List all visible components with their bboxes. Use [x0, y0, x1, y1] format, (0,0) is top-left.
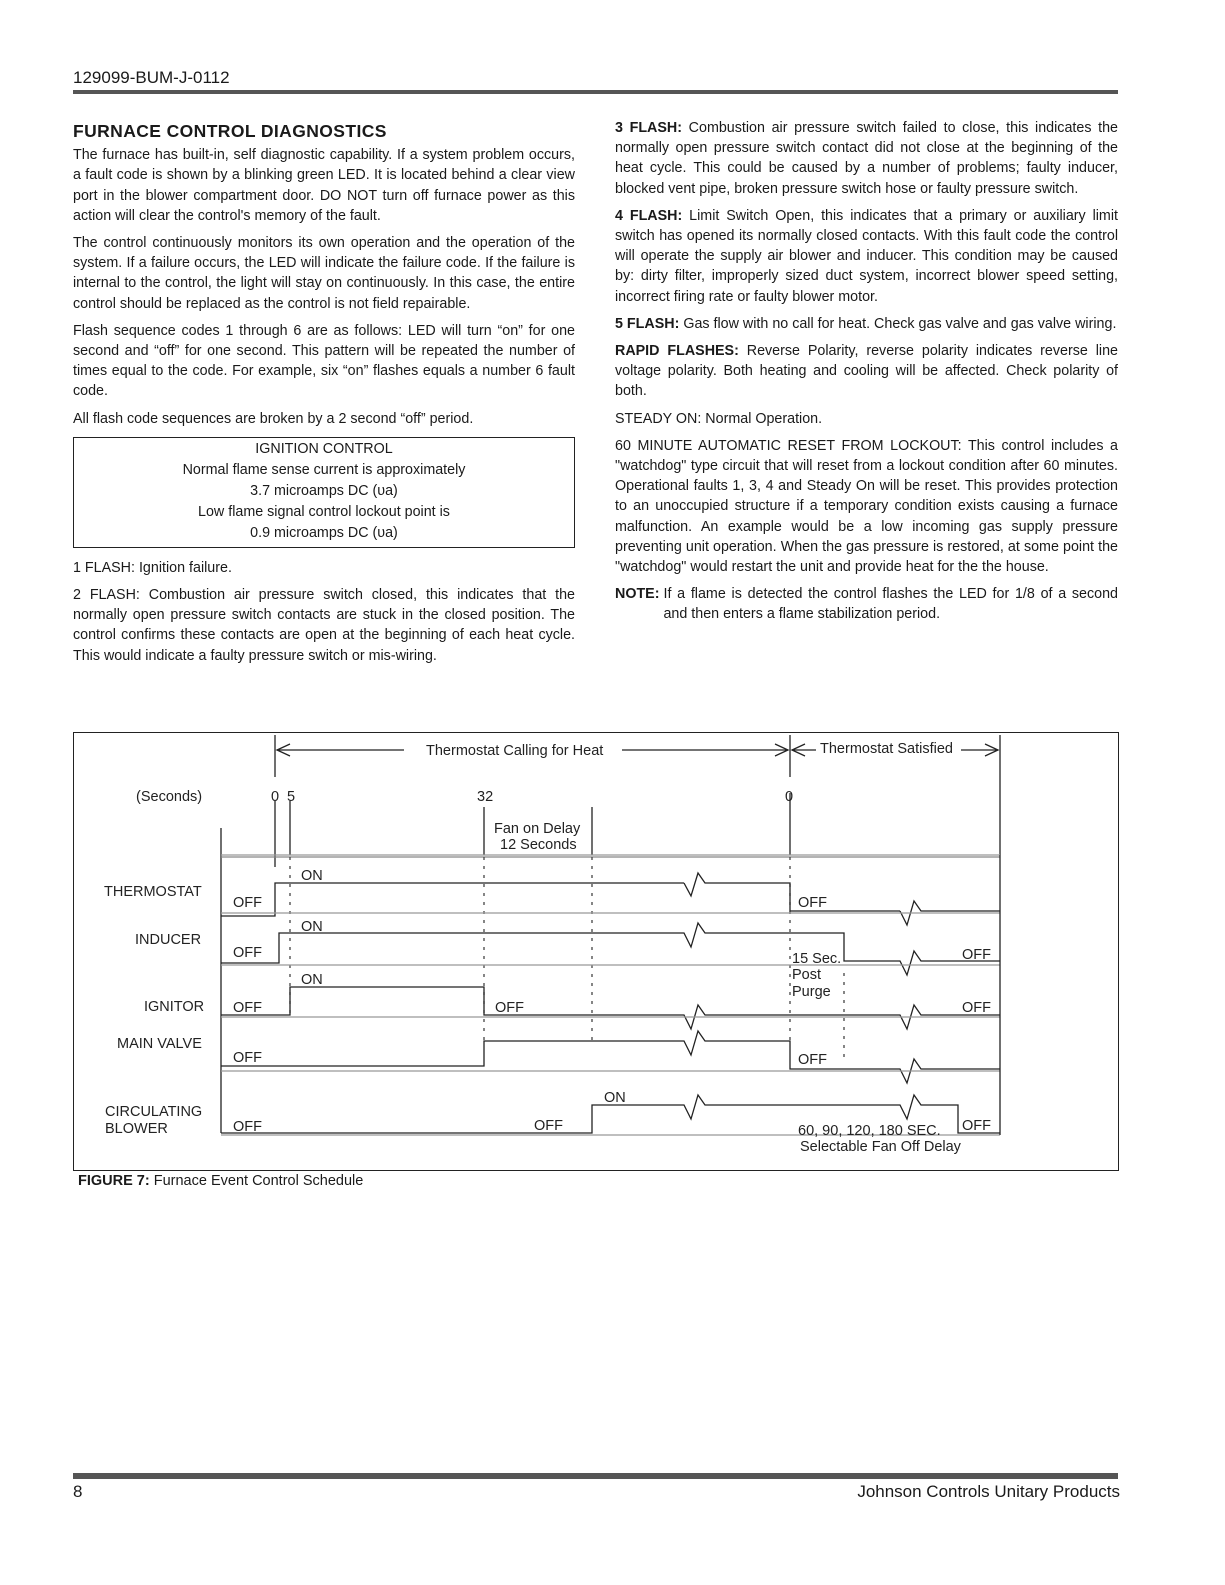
- ignitor-off-mid: OFF: [495, 1000, 524, 1016]
- row-label-ignitor: IGNITOR: [144, 999, 205, 1015]
- note-text: If a flame is detected the control flashes the LED for 1/8 of a second and then enters a flame stabilization period.: [663, 586, 1118, 623]
- row-label-inducer: INDUCER: [135, 932, 202, 948]
- blower-on: ON: [604, 1090, 626, 1106]
- rapid-label: RAPID FLASHES:: [615, 343, 739, 360]
- box-line: 3.7 microamps DC (υa): [250, 482, 398, 499]
- publisher: Johnson Controls Unitary Products: [857, 1482, 1120, 1501]
- tick-0-satisfied: 0: [785, 789, 794, 805]
- section-heading: FURNACE CONTROL DIAGNOSTICS: [73, 121, 387, 141]
- flash-4-label: 4 FLASH:: [615, 207, 683, 224]
- main-valve-trace: [221, 1031, 1000, 1083]
- row-label-main-valve: MAIN VALVE: [117, 1036, 202, 1052]
- event-schedule-figure: [73, 732, 1119, 1171]
- flash-4: [615, 206, 1118, 307]
- post-purge-1: 15 Sec.: [792, 951, 842, 967]
- main-valve-off-end: OFF: [798, 1052, 827, 1068]
- box-line: Low flame signal control lockout point is: [198, 503, 450, 520]
- ignitor-trace: [221, 987, 1000, 1029]
- row-label-blower-1: CIRCULATING: [105, 1104, 203, 1120]
- left-column: [73, 118, 575, 673]
- inducer-on: ON: [301, 919, 323, 935]
- rapid-flashes: [615, 341, 1118, 402]
- thermostat-break: [684, 873, 900, 911]
- flash-3-text: Combustion air pressure switch failed to close, this indicates the normally open pressure switch contact did not close at the beginning of the heat cycle. This could be caused by a number of problems; faulty inducer, blocked vent pipe, broken pressure switch hose or faulty pressure switch.: [615, 120, 1118, 197]
- tick-5: 5: [287, 789, 296, 805]
- fan-delay-line2: 12 Seconds: [500, 837, 577, 853]
- flash-5-text: Gas flow with no call for heat. Check gas valve and gas valve wiring.: [683, 315, 1117, 332]
- main-valve-off: OFF: [233, 1050, 262, 1066]
- fan-off-delay-1: 60, 90, 120, 180 SEC.: [798, 1123, 941, 1139]
- ignitor-off: OFF: [233, 1000, 262, 1016]
- footer-rule: [73, 1473, 1118, 1479]
- inducer-trace: [221, 923, 1000, 975]
- paragraph: All flash code sequences are broken by a 2 second “off” period.: [73, 410, 474, 427]
- ignition-control-box: [73, 437, 575, 548]
- ignitor-on: ON: [301, 972, 323, 988]
- note-label: NOTE:: [615, 586, 660, 603]
- fan-off-delay-2: Selectable Fan Off Delay: [800, 1139, 961, 1155]
- page-number: 8: [73, 1482, 83, 1501]
- auto-reset: 60 MINUTE AUTOMATIC RESET FROM LOCKOUT: This control includes a "watchdog" type circuit that will reset from a lockout condition after 60 minutes. Operational faults 1, 3, 4 and Steady On will be reset. This provides protection to an unoccupied structure if a temporary condition exists causing a furnace malfunction. An example would be a low incoming gas supply pressure preventing unit operation. When the gas pressure is restored, at some point the "watchdog" would restart the unit and provide heat for the the house.: [615, 437, 1118, 576]
- row-label-blower-2: BLOWER: [105, 1121, 168, 1137]
- note: [615, 584, 1118, 624]
- fan-delay-line1: Fan on Delay: [494, 821, 581, 837]
- tick-32: 32: [477, 789, 494, 805]
- thermostat-on: ON: [301, 868, 323, 884]
- rapid-text: Reverse Polarity, reverse polarity indicates reverse line voltage polarity. Both heating and cooling will be affected. Check polarity of both.: [615, 343, 1118, 400]
- steady-on: STEADY ON: Normal Operation.: [615, 410, 823, 427]
- header-rule: [73, 90, 1118, 94]
- paragraph: Flash sequence codes 1 through 6 are as follows: LED will turn “on” for one second and “off” for one second. This pattern will be repeated the number of times equal to the code. For example, six “on” flashes equals a number 6 fault code.: [73, 322, 575, 400]
- flash-2: 2 FLASH: Combustion air pressure switch closed, this indicates that the normally open pressure switch contacts are stuck in the closed position. The control confirms these contacts are open at the beginning of each heat cycle. This would indicate a faulty pressure switch or mis-wiring.: [73, 587, 575, 664]
- box-line: 0.9 microamps DC (υa): [250, 524, 398, 541]
- document-id: 129099-BUM-J-0112: [73, 68, 230, 87]
- ignitor-off-end: OFF: [962, 1000, 991, 1016]
- blower-off-mid: OFF: [534, 1118, 563, 1134]
- seconds-label: (Seconds): [136, 789, 203, 805]
- timing-diagram: [74, 733, 1118, 1170]
- satisfied-label: Thermostat Satisfied: [820, 741, 953, 757]
- paragraph: The furnace has built-in, self diagnostic capability. If a system problem occurs, a fault code is shown by a blinking green LED. It is located behind a clear view port in the blower compartment door. DO NOT turn off furnace power as this action will clear the control's memory of the fault.: [73, 147, 575, 224]
- flash-1: 1 FLASH: Ignition failure.: [73, 559, 232, 576]
- thermostat-off: OFF: [233, 895, 262, 911]
- paragraph: The control continuously monitors its own operation and the operation of the system. If a failure occurs, the LED will indicate the failure code. If the failure is internal to the control, the light will stay on continuously. In this case, the entire control should be replaced as the control is not field repairable.: [73, 235, 575, 312]
- right-column: [615, 118, 1118, 625]
- inducer-off: OFF: [233, 945, 262, 961]
- post-purge-2: Post: [792, 967, 822, 983]
- flash-3: [615, 118, 1118, 199]
- flash-4-text: Limit Switch Open, this indicates that a primary or auxiliary limit switch has opened its normally closed contacts. With this fault code the control will operate the supply air blower and inducer. This condition may be caused by: dirty filter, improperly sized duct system, incorrect blower speed setting, incorrect firing rate or faulty blower motor.: [615, 207, 1118, 305]
- flash-3-label: 3 FLASH:: [615, 120, 683, 136]
- tick-0: 0: [271, 789, 280, 805]
- figure-caption: [78, 1173, 363, 1189]
- thermostat-off-end: OFF: [798, 895, 827, 911]
- box-title: IGNITION CONTROL: [255, 440, 393, 457]
- flash-5: [615, 314, 1118, 334]
- calling-label: Thermostat Calling for Heat: [426, 743, 604, 759]
- inducer-off-end: OFF: [962, 947, 991, 963]
- figure-caption-text: Furnace Event Control Schedule: [153, 1173, 364, 1189]
- blower-off-end: OFF: [962, 1118, 991, 1134]
- post-purge-3: Purge: [792, 984, 831, 1000]
- blower-off: OFF: [233, 1119, 262, 1135]
- figure-caption-label: FIGURE 7:: [78, 1173, 150, 1189]
- box-line: Normal flame sense current is approximately: [182, 461, 466, 478]
- flash-5-label: 5 FLASH:: [615, 315, 680, 332]
- row-label-thermostat: THERMOSTAT: [104, 884, 202, 900]
